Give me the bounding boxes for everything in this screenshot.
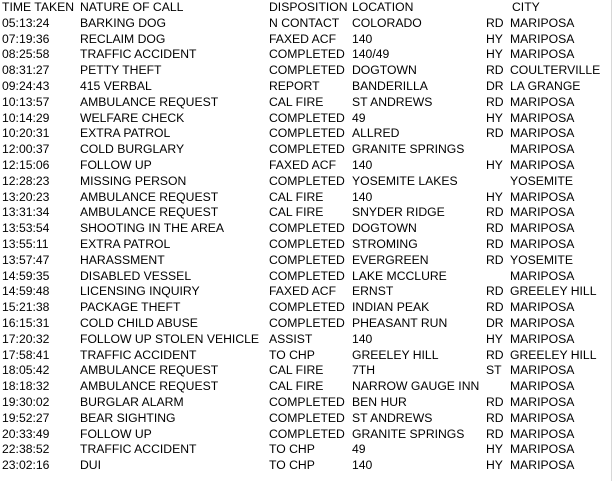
disposition-cell: ASSIST <box>269 331 313 346</box>
time-cell: 17:58:41 <box>2 347 50 362</box>
city-cell: MARIPOSA <box>510 110 575 125</box>
disposition-cell: FAXED ACF <box>269 284 337 299</box>
location-cell: STROMING <box>352 236 418 251</box>
nature-cell: FOLLOW UP <box>80 157 152 172</box>
table-row <box>2 16 610 32</box>
disposition-cell: COMPLETED <box>269 173 345 188</box>
nature-cell: TRAFFIC ACCIDENT <box>80 347 197 362</box>
time-cell: 10:14:29 <box>2 110 50 125</box>
time-cell: 13:55:11 <box>2 236 49 251</box>
table-row <box>2 95 610 111</box>
disposition-cell: REPORT <box>269 78 320 93</box>
disposition-cell: COMPLETED <box>269 268 345 283</box>
nature-cell: AMBULANCE REQUEST <box>80 205 219 220</box>
nature-cell: TRAFFIC ACCIDENT <box>80 47 197 62</box>
disposition-cell: FAXED ACF <box>269 31 337 46</box>
nature-cell: DISABLED VESSEL <box>80 268 192 283</box>
street-suffix-cell: HY <box>486 110 503 125</box>
street-suffix-cell: RD <box>486 63 504 78</box>
location-cell: 140/49 <box>352 47 390 62</box>
nature-cell: BEAR SIGHTING <box>80 410 176 425</box>
city-cell: MARIPOSA <box>510 379 575 394</box>
street-suffix-cell: RD <box>486 426 504 441</box>
street-suffix-cell: RD <box>486 205 504 220</box>
city-cell: MARIPOSA <box>510 442 575 457</box>
time-cell: 12:00:37 <box>2 142 50 157</box>
nature-cell: EXTRA PATROL <box>80 236 171 251</box>
disposition-cell: TO CHP <box>269 347 315 362</box>
time-cell: 20:33:49 <box>2 426 50 441</box>
time-cell: 14:59:48 <box>2 284 50 299</box>
time-cell: 08:31:27 <box>2 63 50 78</box>
street-suffix-cell: DR <box>486 78 504 93</box>
city-cell: MARIPOSA <box>510 94 575 109</box>
time-cell: 10:20:31 <box>2 126 50 141</box>
nature-cell: HARASSMENT <box>80 252 165 267</box>
street-suffix-cell: DR <box>486 315 504 330</box>
nature-cell: AMBULANCE REQUEST <box>80 379 219 394</box>
nature-cell: AMBULANCE REQUEST <box>80 363 219 378</box>
city-cell: MARIPOSA <box>510 15 575 30</box>
time-cell: 07:19:36 <box>2 31 50 46</box>
city-cell: MARIPOSA <box>510 142 575 157</box>
nature-cell: SHOOTING IN THE AREA <box>80 221 225 236</box>
table-row <box>2 111 610 127</box>
location-cell: GRANITE SPRINGS <box>352 426 465 441</box>
location-cell: BEN HUR <box>352 394 407 409</box>
street-suffix-cell: RD <box>486 126 504 141</box>
street-suffix-cell: RD <box>486 221 504 236</box>
disposition-cell: COMPLETED <box>269 410 345 425</box>
location-cell: PHEASANT RUN <box>352 315 448 330</box>
table-row <box>2 142 610 158</box>
city-cell: MARIPOSA <box>510 331 575 346</box>
location-cell: 140 <box>352 331 373 346</box>
nature-cell: FOLLOW UP STOLEN VEHICLE <box>80 331 260 346</box>
disposition-cell: CAL FIRE <box>269 189 324 204</box>
disposition-cell: N CONTACT <box>269 15 340 30</box>
time-cell: 17:20:32 <box>2 331 50 346</box>
street-suffix-cell: ST <box>486 363 502 378</box>
table-row <box>2 126 610 142</box>
street-suffix-cell: RD <box>486 252 504 267</box>
disposition-cell: COMPLETED <box>269 221 345 236</box>
disposition-cell: FAXED ACF <box>269 157 337 172</box>
nature-cell: PETTY THEFT <box>80 63 162 78</box>
location-cell: 140 <box>352 157 373 172</box>
time-cell: 15:21:38 <box>2 300 50 315</box>
city-cell: COULTERVILLE <box>510 63 601 78</box>
time-cell: 19:52:27 <box>2 410 50 425</box>
location-cell: 140 <box>352 31 373 46</box>
city-cell: MARIPOSA <box>510 236 575 251</box>
table-row <box>2 47 610 63</box>
location-cell: 140 <box>352 189 373 204</box>
street-suffix-cell: RD <box>486 410 504 425</box>
city-cell: MARIPOSA <box>510 268 575 283</box>
table-row <box>2 190 610 206</box>
disposition-cell: CAL FIRE <box>269 379 324 394</box>
time-cell: 22:38:52 <box>2 442 50 457</box>
table-row <box>2 158 610 174</box>
city-cell: MARIPOSA <box>510 31 575 46</box>
table-row <box>2 427 610 443</box>
street-suffix-cell: HY <box>486 157 503 172</box>
disposition-cell: COMPLETED <box>269 252 345 267</box>
location-cell: 49 <box>352 110 366 125</box>
nature-cell: BURGLAR ALARM <box>80 394 184 409</box>
table-row <box>2 253 610 269</box>
location-cell: GRANITE SPRINGS <box>352 142 465 157</box>
nature-cell: DUI <box>80 458 101 473</box>
city-cell: MARIPOSA <box>510 315 575 330</box>
time-cell: 13:57:47 <box>2 252 50 267</box>
city-cell: MARIPOSA <box>510 126 575 141</box>
time-cell: 08:25:58 <box>2 47 50 62</box>
disposition-cell: CAL FIRE <box>269 205 324 220</box>
city-cell: MARIPOSA <box>510 205 575 220</box>
table-row <box>2 348 610 364</box>
street-suffix-cell: HY <box>486 458 503 473</box>
disposition-cell: COMPLETED <box>269 315 345 330</box>
city-cell: MARIPOSA <box>510 458 575 473</box>
time-cell: 13:31:34 <box>2 205 50 220</box>
time-cell: 19:30:02 <box>2 394 50 409</box>
street-suffix-cell: RD <box>486 394 504 409</box>
table-row <box>2 395 610 411</box>
street-suffix-cell: HY <box>486 331 503 346</box>
disposition-cell: COMPLETED <box>269 426 345 441</box>
table-row <box>2 458 610 474</box>
disposition-cell: COMPLETED <box>269 126 345 141</box>
location-cell: BANDERILLA <box>352 78 428 93</box>
location-cell: DOGTOWN <box>352 63 417 78</box>
location-cell: DOGTOWN <box>352 221 417 236</box>
location-cell: YOSEMITE LAKES <box>352 173 458 188</box>
nature-cell: EXTRA PATROL <box>80 126 171 141</box>
disposition-cell: CAL FIRE <box>269 94 324 109</box>
table-row <box>2 63 610 79</box>
street-suffix-cell: HY <box>486 189 503 204</box>
street-suffix-cell: RD <box>486 94 504 109</box>
location-cell: NARROW GAUGE INN <box>352 379 480 394</box>
city-cell: MARIPOSA <box>510 363 575 378</box>
nature-cell: LICENSING INQUIRY <box>80 284 200 299</box>
location-cell: ERNST <box>352 284 394 299</box>
disposition-cell: COMPLETED <box>269 142 345 157</box>
city-cell: MARIPOSA <box>510 410 575 425</box>
column-header-city: CITY <box>512 0 540 14</box>
location-cell: 140 <box>352 458 373 473</box>
nature-cell: AMBULANCE REQUEST <box>80 94 219 109</box>
header-row <box>2 0 610 16</box>
city-cell: GREELEY HILL <box>510 284 597 299</box>
time-cell: 10:13:57 <box>2 94 50 109</box>
street-suffix-cell: HY <box>486 442 503 457</box>
table-row <box>2 174 610 190</box>
time-cell: 13:53:54 <box>2 221 50 236</box>
city-cell: MARIPOSA <box>510 426 575 441</box>
disposition-cell: COMPLETED <box>269 236 345 251</box>
nature-cell: MISSING PERSON <box>80 173 187 188</box>
location-cell: EVERGREEN <box>352 252 429 267</box>
location-cell: 7TH <box>352 363 376 378</box>
nature-cell: COLD BURGLARY <box>80 142 185 157</box>
location-cell: GREELEY HILL <box>352 347 439 362</box>
time-cell: 18:05:42 <box>2 363 50 378</box>
street-suffix-cell: RD <box>486 300 504 315</box>
time-cell: 18:18:32 <box>2 379 50 394</box>
nature-cell: COLD CHILD ABUSE <box>80 315 198 330</box>
nature-cell: BARKING DOG <box>80 15 167 30</box>
time-cell: 12:28:23 <box>2 173 50 188</box>
column-header-disposition: DISPOSITION <box>269 0 348 14</box>
city-cell: YOSEMITE <box>510 173 573 188</box>
nature-cell: AMBULANCE REQUEST <box>80 189 219 204</box>
city-cell: MARIPOSA <box>510 300 575 315</box>
time-cell: 12:15:06 <box>2 157 50 172</box>
table-row <box>2 205 610 221</box>
disposition-cell: COMPLETED <box>269 394 345 409</box>
city-cell: MARIPOSA <box>510 221 575 236</box>
column-header-nature-of-call: NATURE OF CALL <box>80 0 184 14</box>
street-suffix-cell: HY <box>486 47 503 62</box>
city-cell: GREELEY HILL <box>510 347 597 362</box>
street-suffix-cell: RD <box>486 347 504 362</box>
disposition-cell: COMPLETED <box>269 300 345 315</box>
location-cell: ALLRED <box>352 126 400 141</box>
time-cell: 13:20:23 <box>2 189 50 204</box>
nature-cell: RECLAIM DOG <box>80 31 166 46</box>
time-cell: 16:15:31 <box>2 315 50 330</box>
disposition-cell: TO CHP <box>269 442 315 457</box>
table-row <box>2 32 610 48</box>
city-cell: MARIPOSA <box>510 394 575 409</box>
table-row <box>2 332 610 348</box>
street-suffix-cell: RD <box>486 15 504 30</box>
time-cell: 23:02:16 <box>2 458 50 473</box>
table-row <box>2 363 610 379</box>
nature-cell: TRAFFIC ACCIDENT <box>80 442 197 457</box>
table-body <box>2 16 610 474</box>
nature-cell: WELFARE CHECK <box>80 110 185 125</box>
city-cell: MARIPOSA <box>510 189 575 204</box>
time-cell: 14:59:35 <box>2 268 50 283</box>
nature-cell: 415 VERBAL <box>80 78 152 93</box>
table-row <box>2 284 610 300</box>
disposition-cell: TO CHP <box>269 458 315 473</box>
table-row <box>2 442 610 458</box>
time-cell: 05:13:24 <box>2 15 50 30</box>
table-row <box>2 237 610 253</box>
city-cell: YOSEMITE <box>510 252 573 267</box>
column-header-location: LOCATION <box>352 0 414 14</box>
table-row <box>2 316 610 332</box>
disposition-cell: COMPLETED <box>269 110 345 125</box>
location-cell: INDIAN PEAK <box>352 300 430 315</box>
location-cell: LAKE MCCLURE <box>352 268 447 283</box>
table-row <box>2 300 610 316</box>
table-row <box>2 411 610 427</box>
location-cell: COLORADO <box>352 15 422 30</box>
city-cell: MARIPOSA <box>510 47 575 62</box>
city-cell: MARIPOSA <box>510 157 575 172</box>
table-row <box>2 269 610 285</box>
column-header-time-taken: TIME TAKEN <box>2 0 75 14</box>
street-suffix-cell: RD <box>486 284 504 299</box>
location-cell: ST ANDREWS <box>352 94 433 109</box>
table-row <box>2 379 610 395</box>
table-row <box>2 221 610 237</box>
disposition-cell: COMPLETED <box>269 63 345 78</box>
disposition-cell: CAL FIRE <box>269 363 324 378</box>
street-suffix-cell: HY <box>486 31 503 46</box>
street-suffix-cell: RD <box>486 236 504 251</box>
call-log-table <box>2 0 610 474</box>
page-edge-line <box>611 0 612 481</box>
city-cell: LA GRANGE <box>510 78 581 93</box>
time-cell: 09:24:43 <box>2 78 50 93</box>
location-cell: SNYDER RIDGE <box>352 205 445 220</box>
nature-cell: FOLLOW UP <box>80 426 152 441</box>
disposition-cell: COMPLETED <box>269 47 345 62</box>
location-cell: ST ANDREWS <box>352 410 433 425</box>
table-row <box>2 79 610 95</box>
nature-cell: PACKAGE THEFT <box>80 300 181 315</box>
location-cell: 49 <box>352 442 366 457</box>
